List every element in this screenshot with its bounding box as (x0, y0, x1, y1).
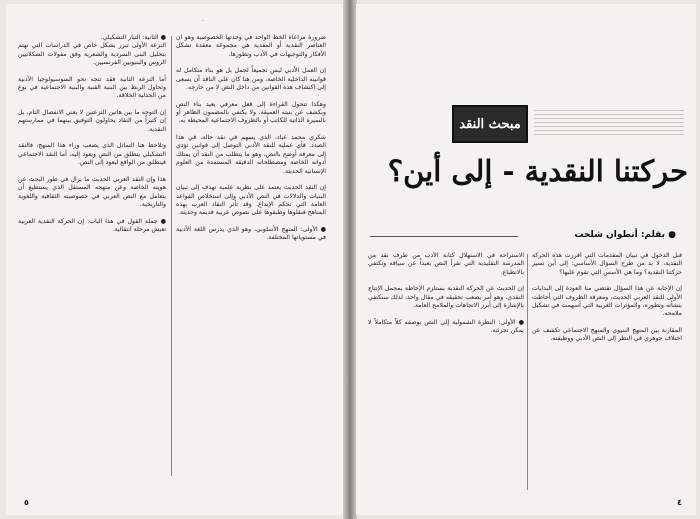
book-gutter (343, 0, 357, 519)
rubric-rule-lines (534, 110, 684, 136)
article-author: ● بقلم: أنطوان شلحت (574, 230, 676, 240)
page-number-left: ٥ (24, 498, 29, 507)
article-headline: حركتنا النقدية - إلى أين؟ (387, 154, 688, 188)
right-page-column-right: قبل الدخول في تبيان المقدمات التي أفرزت هذه الحركة النقدية، لا بد من طرح السؤال الأساسي: إلى أين تسير حركتنا النقدية؟ وما هي الأسس التي تقوم عليها؟ إن الإجابة عن هذا السؤال تقتضي منا العودة إلى البدايات الأولى للنقد العربي الحديث، ومعرفة الظروف التي أحاطت بنشأته وتطوره، والمؤثرات الغربية التي أسهمت في تشكيل ملامحه. المقارنة بين المنهج البنيوي والمنهج الاجتماعي تكشف عن اختلاف جوهري في النظر إلى النص الأدبي ووظيفته. (532, 252, 682, 343)
column-divider (527, 254, 528, 490)
section-rubric-label: مبحث النقد (459, 116, 521, 132)
left-page (6, 4, 344, 515)
section-rubric (452, 105, 528, 143)
page-mark: · (202, 18, 204, 25)
left-page-column-right: ضرورة مراعاة الخط الواحد في وحدتها الخصوصية وهو أن العناصر النقدية أو المقدية هي مجموعة معقدة تشكل الأفكار والتوجيهات في الأدب وتطورها. إن العمل الأدبي ليس تجميعاً لجمل بل هو بناء متكامل له قوانينه الداخلية الخاصة، ومن هنا كان على الناقد أن يسعى إلى اكتشاف هذه القوانين من داخل النص لا من خارجه. وهكذا تتحول القراءة إلى فعل معرفي يعيد بناء النص ويكشف عن بنيته العميقة، ولا يكتفي بالمضمون الظاهر أو بالسيرة الذاتية للكاتب أو بالظروف الاجتماعية المحيطة به. شكري محمد عياد، الذي يسهم في نقد حالة، في هذا الصدد. فأي عملية للنقد الأدبي التوصل إلى قوانين تؤدي إلى معرفة أوضح بالنص، وهو ما يتطلب من النقد أن يمتلك أدواته الخاصة ومصطلحاته الدقيقة المستمدة من العلوم الإنسانية الحديثة. إن النقد الحديث يعتمد على نظرية علمية تهدف إلى تبيان البنيات والدلالات في النص الأدبي وإلى استخلاص القواعد العامة التي تحكم الإبداع. وقد تأثر النقاد العرب بهذه المناهج فنقلوها وطبقوها على نصوص عربية قديمة وحديثة. ● الأولى: المنهج الأسلوبي، وهو الذي يدرس اللغة الأدبية في مستوياتها المختلفة. (176, 34, 326, 242)
left-page-column-left: ● الثانية: التيار التشكيلي. النزعة الأولى تبرز بشكل خاص في الدراسات التي تهتم بتحليل البنى السردية والشعرية وفق مقولات الشكلانيين الروس والبنيويين الفرنسيين. أما النزعة الثانية فقد تتجه نحو السوسيولوجيا الأدبية وتحاول الربط بين البنية الفنية والبنية الاجتماعية في نوع من الجدلية الخلاقة. إن التوجه ما بين هاتين النزعتين لا يعني الانفصال التام، بل إن كثيراً من النقاد يحاولون التوفيق بينهما في ممارستهم النقدية. ونلاحظ هنا التماثل الذي يصعب وراء هذا المنهج، فالنقد التشكيلي ينطلق من النص ويعود إليه، أما النقد الاجتماعي فينطلق من الواقع ليعود إلى النص. هذا وإن النقد العربي الحديث ما يزال في طور البحث عن هويته الخاصة وعن منهجه المستقل الذي يستطيع أن يتعامل مع النص العربي في خصوصيته الثقافية واللغوية والتاريخية. ● جملة القول في هذا الباب: إن الحركة النقدية العربية تعيش مرحلة انتقالية. (18, 34, 166, 233)
right-page (356, 4, 696, 515)
right-page-column-left: الاستراحة في الاستهلال كتابة الأدب من طرف نقد من المدرسة التقليدية التي تقرأ النص بعيداً عن سياقه وتكتفي بالانطباع. إن الحديث عن الحركة النقدية يستلزم الإحاطة بمجمل الإنتاج النقدي، وهو أمر يصعب تحقيقه في مقال واحد، لذلك سنكتفي بالإشارة إلى أبرز الاتجاهات والملامح العامة. ● الأولى: النظرة الشمولية إلى النص بوصفه كلاً متكاملاً لا يمكن تجزئته. (368, 252, 524, 335)
page-number-right: ٤ (677, 498, 682, 507)
column-divider (171, 36, 172, 476)
author-rule (370, 236, 518, 237)
